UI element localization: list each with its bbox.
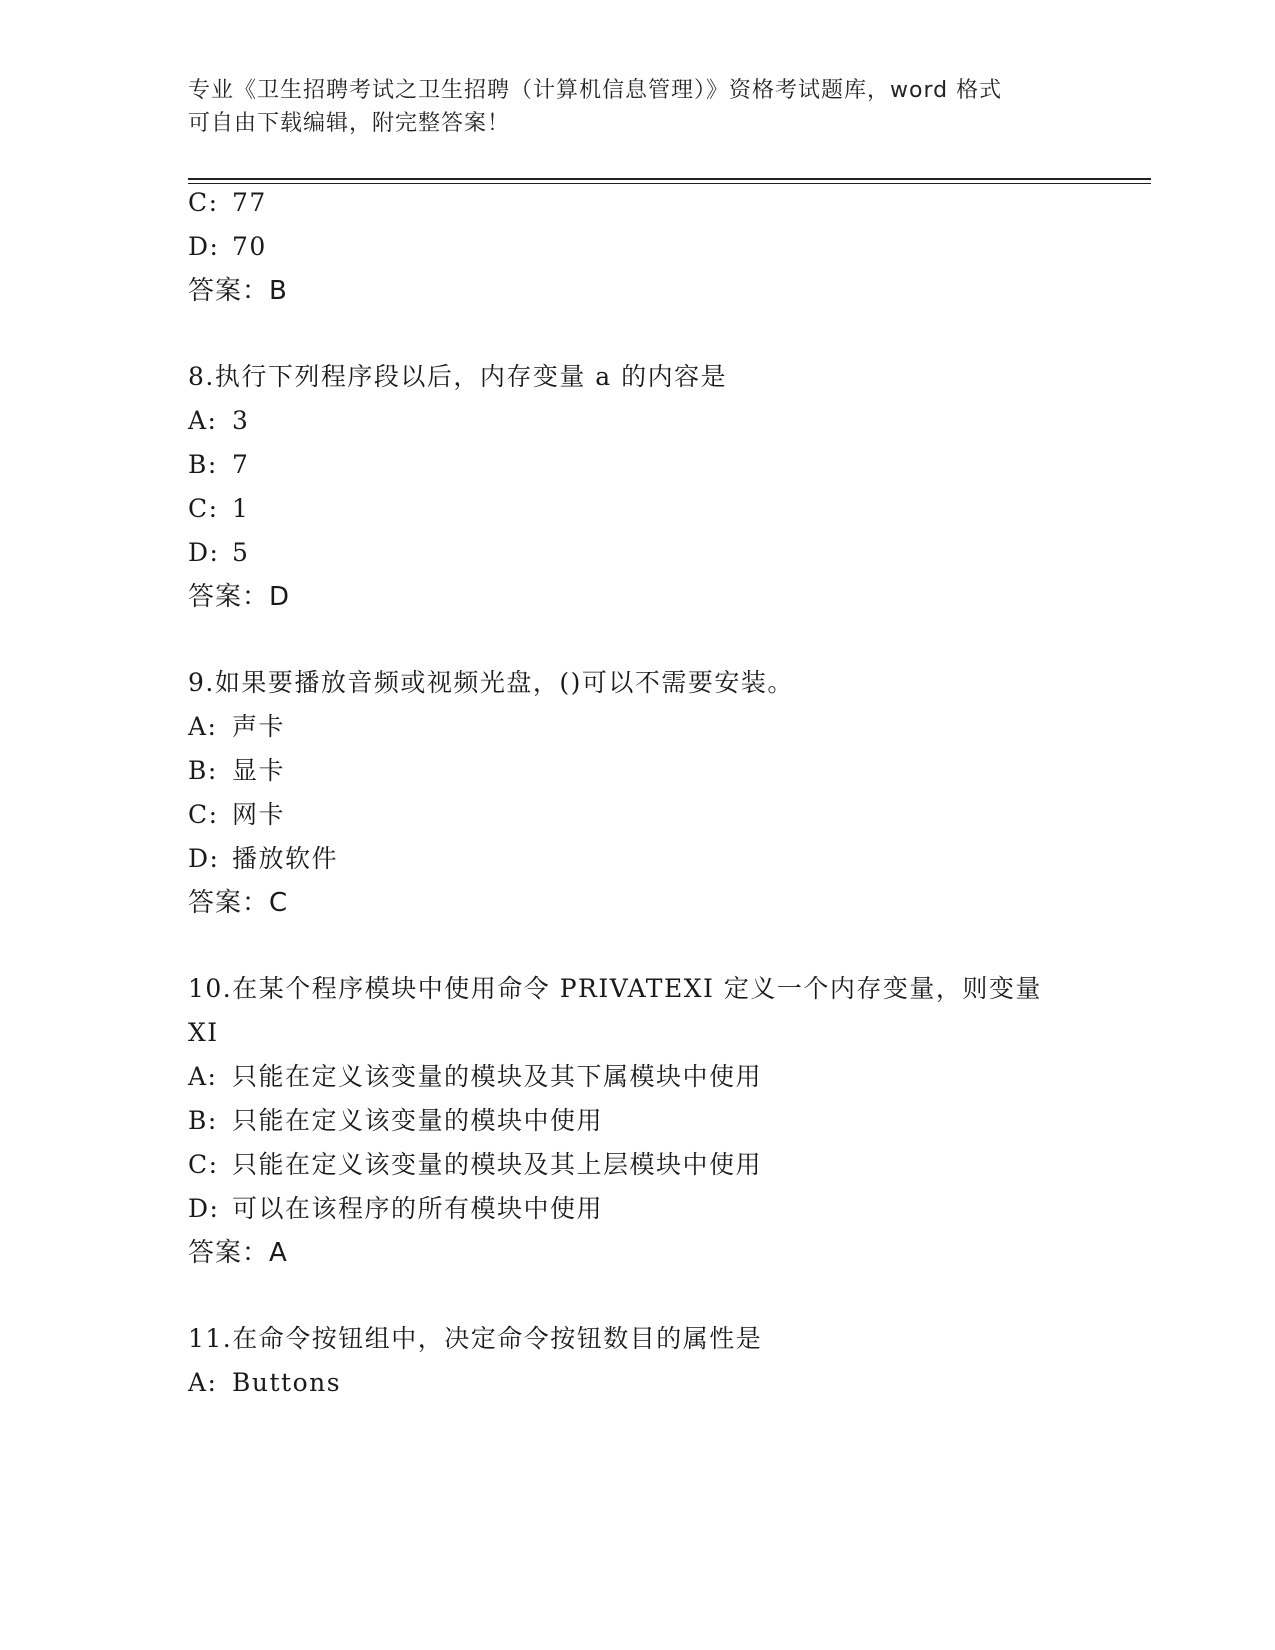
option-d [188, 232, 267, 262]
answer-line: 答案：A [188, 1238, 288, 1268]
option-label: D: [188, 844, 220, 873]
option-text: 77 [232, 188, 267, 217]
option-label: C: [188, 1150, 219, 1179]
option-text: 声卡 [232, 712, 286, 741]
document-header [188, 74, 1088, 140]
answer-line: 答案：D [188, 582, 291, 612]
option-text: 7 [232, 450, 250, 479]
option-c [188, 188, 267, 218]
option-text: 只能在定义该变量的模块中使用 [232, 1106, 604, 1135]
header-divider-thick [188, 178, 1151, 180]
option-label: A: [188, 1368, 218, 1397]
option-label: D: [188, 1194, 220, 1223]
option-label: A: [188, 406, 218, 435]
question-10-text-line-1: 10.在某个程序模块中使用命令 PRIVATEXI 定义一个内存变量，则变量 [188, 974, 1042, 1003]
option-label: B: [188, 756, 218, 785]
option-text: 播放软件 [232, 844, 339, 873]
answer-line: 答案：C [188, 888, 289, 918]
option-b [188, 756, 285, 786]
option-d [188, 844, 338, 874]
option-d [188, 538, 249, 568]
option-label: B: [188, 1106, 218, 1135]
header-title-line-2: 可自由下载编辑，附完整答案！ [188, 111, 511, 136]
option-d [188, 1194, 603, 1224]
option-b [188, 450, 249, 480]
option-c [188, 800, 285, 830]
header-title-line-1: 专业《卫生招聘考试之卫生招聘（计算机信息管理）》资格考试题库，word 格式 [188, 78, 1003, 103]
question-8-text: 8.执行下列程序段以后，内存变量 a 的内容是 [188, 362, 728, 391]
option-label: D: [188, 538, 220, 567]
option-text: 只能在定义该变量的模块及其下属模块中使用 [232, 1062, 763, 1091]
option-a [188, 1368, 341, 1398]
option-label: C: [188, 800, 219, 829]
option-label: B: [188, 450, 218, 479]
option-a [188, 1062, 762, 1092]
option-label: A: [188, 1062, 218, 1091]
question-9-text: 9.如果要播放音频或视频光盘，()可以不需要安装。 [188, 668, 794, 697]
option-text: 5 [232, 538, 250, 567]
option-text: 1 [232, 494, 250, 523]
header-divider-thin [188, 183, 1151, 184]
option-c [188, 494, 249, 524]
option-b [188, 1106, 603, 1136]
question-11-text: 11.在命令按钮组中，决定命令按钮数目的属性是 [188, 1324, 763, 1353]
option-text: 3 [232, 406, 250, 435]
option-text: 显卡 [232, 756, 286, 785]
option-text: 70 [232, 232, 267, 261]
option-text: 网卡 [232, 800, 286, 829]
option-text: Buttons [232, 1368, 342, 1397]
option-label: C: [188, 494, 219, 523]
option-a [188, 712, 285, 742]
option-label: A: [188, 712, 218, 741]
option-c [188, 1150, 762, 1180]
option-a [188, 406, 249, 436]
option-label: C: [188, 188, 219, 217]
option-label: D: [188, 232, 220, 261]
option-text: 可以在该程序的所有模块中使用 [232, 1194, 604, 1223]
answer-line: 答案：B [188, 276, 288, 306]
option-text: 只能在定义该变量的模块及其上层模块中使用 [232, 1150, 763, 1179]
question-10-text-line-2: XI [188, 1018, 219, 1047]
